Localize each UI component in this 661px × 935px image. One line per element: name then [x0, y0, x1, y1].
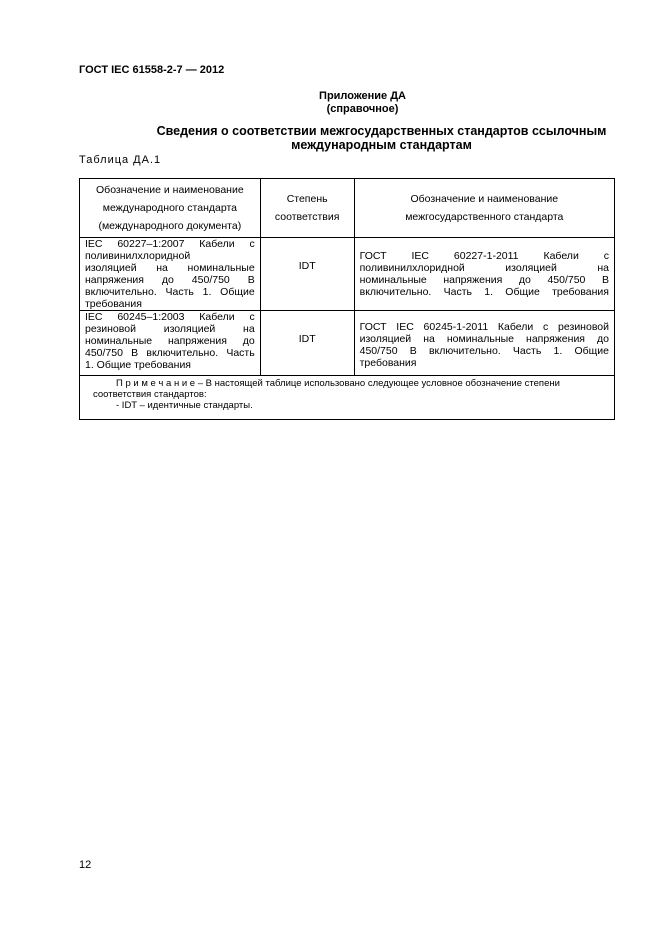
header-col3-line2: межгосударственного стандарта	[405, 211, 564, 223]
note-text-line1: – В настоящей таблице использовано следующее условное обозначение степени	[195, 378, 560, 389]
row1-interstate-standard: ГОСТ IEC 60227-1-2011 Кабели с поливинилхлоридной изоляцией на номинальные напряжения до 450/750 В включительно. Часть 1. Общие требования	[354, 238, 614, 311]
header-col1-line3: (международного документа)	[98, 220, 242, 232]
row2-degree: IDT	[260, 311, 354, 376]
table-row	[80, 311, 615, 376]
header-international-standard	[80, 179, 261, 238]
row1-degree: IDT	[260, 238, 354, 311]
appendix-type: (справочное)	[326, 103, 399, 115]
document-header: ГОСТ IEC 61558-2-7 — 2012	[79, 64, 225, 76]
row2-international-standard: IEC 60245–1:2003 Кабели с резиновой изоляцией на номинальные напряжения до 450/750 В включительно. Часть 1. Общие требования	[80, 311, 261, 376]
note-label: П р и м е ч а н и е	[116, 378, 196, 389]
table-note	[80, 376, 615, 420]
appendix-title: Приложение ДА	[319, 90, 406, 102]
table-note-row	[80, 376, 615, 420]
table-header-row	[80, 179, 615, 238]
table-name: Таблица ДА.1	[79, 154, 162, 166]
note-item: - IDT – идентичные стандарты.	[116, 400, 253, 411]
header-col2-line2: соответствия	[274, 211, 340, 223]
main-title-line1: Сведения о соответствии межгосударственных стандартов ссылочным	[156, 124, 607, 138]
main-title-line2: международным стандартам	[291, 138, 472, 152]
row1-international-standard: IEC 60227–1:2007 Кабели с поливинилхлоридной изоляцией на номинальные напряжения до 450/750 В включительно. Часть 1. Общие требования	[80, 238, 261, 311]
header-col1-line1: Обозначение и наименование	[96, 184, 244, 196]
header-degree	[260, 179, 354, 238]
row2-interstate-standard: ГОСТ IEC 60245-1-2011 Кабели с резиновой изоляцией на номинальные напряжения до 450/750 В включительно. Часть 1. Общие требования	[354, 311, 614, 376]
header-interstate-standard	[354, 179, 614, 238]
header-col1-line2: международного стандарта	[102, 202, 237, 214]
main-title	[79, 124, 661, 152]
table-row	[80, 238, 615, 311]
note-text-line2: соответствия стандартов:	[93, 389, 207, 400]
standards-table	[79, 178, 615, 420]
header-col2-line1: Степень	[286, 193, 328, 205]
page-number: 12	[79, 859, 92, 871]
header-col3-line1: Обозначение и наименование	[410, 193, 559, 205]
